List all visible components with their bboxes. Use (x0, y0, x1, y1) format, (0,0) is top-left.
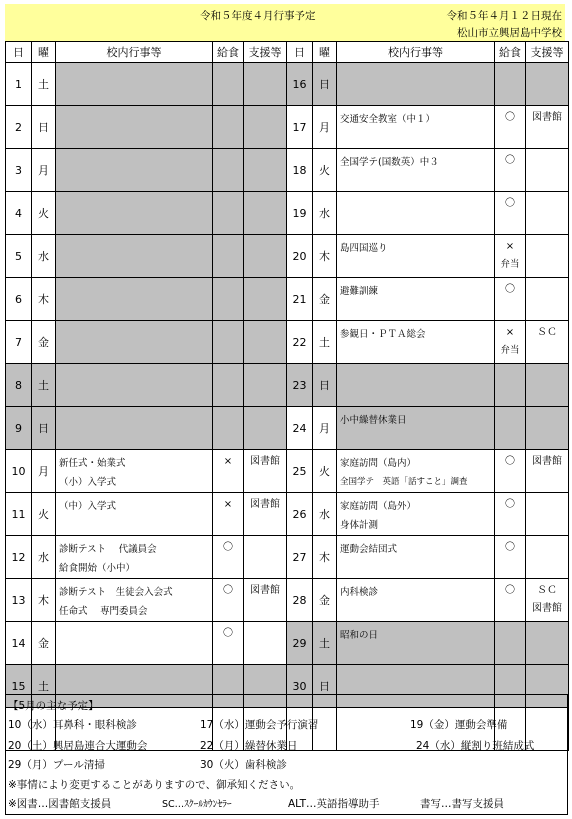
day-cell: 2 (6, 106, 32, 149)
support-cell (526, 493, 569, 536)
notes-heading: 【5月の主な予定】 (8, 700, 99, 712)
meal-cell (213, 493, 244, 536)
meal-cell (495, 364, 526, 407)
weekday-cell: 日 (313, 665, 337, 708)
weekday-cell: 水 (32, 235, 56, 278)
event-line: 給食開始（小中） (59, 563, 136, 574)
support-line: ＳＣ (537, 327, 557, 338)
support-cell (244, 450, 287, 493)
meal-cell (213, 321, 244, 364)
event-line: 参観日・ＰＴＡ総会 (340, 329, 426, 340)
calendar-row (6, 493, 569, 536)
col-day: 日 (287, 42, 313, 63)
calendar-row (6, 622, 569, 665)
events-cell (337, 192, 495, 235)
meal-cell (213, 149, 244, 192)
support-cell (244, 536, 287, 579)
support-line: 図書館 (250, 499, 280, 510)
day-cell: 3 (6, 149, 32, 192)
events-cell (56, 622, 213, 665)
support-cell (244, 622, 287, 665)
day-cell: 8 (6, 364, 32, 407)
legend-item: ALT…英語指導助手 (288, 798, 380, 810)
meal-mark: × (223, 499, 233, 510)
meal-mark: 〇 (223, 585, 233, 596)
support-cell (244, 149, 287, 192)
note-item: 29（月）プール清掃 (8, 759, 105, 771)
weekday-cell: 金 (32, 321, 56, 364)
events-cell (337, 63, 495, 106)
meal-cell (213, 192, 244, 235)
col-meal: 給食 (495, 42, 526, 63)
meal-cell (495, 450, 526, 493)
day-cell: 7 (6, 321, 32, 364)
meal-mark: × (505, 327, 515, 338)
support-cell (244, 364, 287, 407)
event-line: 全国学テ(国数英）中３ (340, 157, 439, 168)
events-cell (337, 321, 495, 364)
calendar-row (6, 63, 569, 106)
support-cell (244, 407, 287, 450)
column-header-row (6, 42, 569, 63)
events-cell (337, 450, 495, 493)
calendar-row (6, 192, 569, 235)
events-cell (56, 536, 213, 579)
weekday-cell: 土 (313, 622, 337, 665)
support-cell (526, 235, 569, 278)
day-cell: 15 (6, 665, 32, 708)
weekday-cell: 水 (313, 192, 337, 235)
support-cell (526, 579, 569, 622)
support-line: 図書館 (532, 603, 562, 614)
event-line: 家庭訪問（島外） (340, 501, 417, 512)
event-line: 避難訓練 (340, 286, 379, 297)
day-cell: 13 (6, 579, 32, 622)
weekday-cell: 月 (313, 106, 337, 149)
meal-cell (213, 364, 244, 407)
day-cell: 22 (287, 321, 313, 364)
weekday-cell: 木 (32, 278, 56, 321)
weekday-cell: 木 (313, 536, 337, 579)
day-cell: 12 (6, 536, 32, 579)
weekday-cell: 土 (32, 665, 56, 708)
day-cell: 23 (287, 364, 313, 407)
notes-disclaimer: ※事情により変更することがありますので、御承知ください。 (8, 779, 301, 791)
meal-mark: 〇 (223, 628, 233, 639)
events-cell (56, 321, 213, 364)
legend-item: SC…ｽｸｰﾙｶｳﾝｾﾗｰ (162, 799, 232, 810)
events-cell (337, 536, 495, 579)
events-cell (56, 278, 213, 321)
page-title: 令和５年度４月行事予定 (200, 10, 316, 22)
weekday-cell: 月 (313, 407, 337, 450)
meal-cell (213, 106, 244, 149)
support-cell (244, 63, 287, 106)
day-cell: 21 (287, 278, 313, 321)
meal-cell (213, 407, 244, 450)
events-cell (337, 235, 495, 278)
weekday-cell: 日 (313, 364, 337, 407)
meal-cell (495, 536, 526, 579)
event-line: 全国学テ 英語「話すこと」調査 (340, 477, 468, 487)
support-line: ＳＣ (537, 585, 557, 596)
day-cell: 24 (287, 407, 313, 450)
calendar-row (6, 278, 569, 321)
meal-cell (213, 450, 244, 493)
note-item: 30（火）歯科検診 (200, 759, 287, 771)
weekday-cell: 火 (32, 493, 56, 536)
weekday-cell: 水 (313, 493, 337, 536)
calendar-row (6, 149, 569, 192)
support-cell (526, 407, 569, 450)
support-cell (244, 235, 287, 278)
meal-cell (495, 106, 526, 149)
day-cell: 17 (287, 106, 313, 149)
support-cell (526, 278, 569, 321)
day-cell: 18 (287, 149, 313, 192)
note-item: 17（水）運動会予行演習 (200, 719, 319, 731)
events-cell (337, 407, 495, 450)
event-line: 島四国巡り (340, 243, 388, 254)
meal-cell (495, 622, 526, 665)
meal-mark: 〇 (505, 198, 515, 209)
meal-cell (213, 579, 244, 622)
events-cell (337, 278, 495, 321)
event-line: 交通安全教室（中１） (340, 114, 436, 125)
meal-cell (495, 278, 526, 321)
weekday-cell: 月 (32, 149, 56, 192)
events-cell (337, 579, 495, 622)
day-cell: 20 (287, 235, 313, 278)
as-of-date: 令和５年４月１２日現在 (446, 10, 562, 22)
events-cell (337, 493, 495, 536)
event-line: 任命式 専門委員会 (59, 606, 148, 617)
meal-cell (495, 235, 526, 278)
event-line: 家庭訪問（島内） (340, 458, 417, 469)
support-line: 図書館 (532, 112, 562, 123)
weekday-cell: 火 (313, 149, 337, 192)
calendar-row (6, 579, 569, 622)
day-cell: 9 (6, 407, 32, 450)
event-line: （中）入学式 (59, 501, 117, 512)
event-line: 診断テスト 生徒会入会式 (59, 587, 173, 598)
events-cell (56, 493, 213, 536)
weekday-cell: 火 (313, 450, 337, 493)
event-line: 新任式・始業式 (59, 458, 126, 469)
event-line: 内科検診 (340, 587, 379, 598)
meal-cell (495, 63, 526, 106)
events-cell (56, 149, 213, 192)
meal-cell (213, 63, 244, 106)
notes-box (5, 694, 568, 815)
meal-cell (213, 536, 244, 579)
col-weekday: 曜 (313, 42, 337, 63)
weekday-cell: 土 (32, 364, 56, 407)
meal-cell (213, 235, 244, 278)
weekday-cell: 木 (313, 235, 337, 278)
support-cell (526, 63, 569, 106)
weekday-cell: 水 (32, 536, 56, 579)
day-cell: 29 (287, 622, 313, 665)
events-cell (337, 106, 495, 149)
meal-cell (495, 407, 526, 450)
events-cell (56, 63, 213, 106)
meal-cell (495, 149, 526, 192)
calendar-row (6, 321, 569, 364)
events-cell (56, 192, 213, 235)
calendar-table (5, 41, 569, 751)
weekday-cell: 日 (32, 106, 56, 149)
meal-mark: 弁当 (500, 345, 520, 356)
day-cell: 30 (287, 665, 313, 708)
calendar-row (6, 106, 569, 149)
meal-mark: × (505, 241, 515, 252)
weekday-cell: 日 (32, 407, 56, 450)
events-cell (56, 579, 213, 622)
meal-cell (213, 278, 244, 321)
support-cell (526, 106, 569, 149)
weekday-cell: 金 (32, 622, 56, 665)
event-line: 診断テスト 代議員会 (59, 544, 157, 555)
col-meal: 給食 (213, 42, 244, 63)
support-cell (526, 364, 569, 407)
note-item: 19（金）運動会準備 (410, 719, 508, 731)
note-item: 10（水）耳鼻科・眼科検診 (8, 719, 137, 731)
note-item: 22（月）繰替休業日 (200, 740, 298, 752)
legend-item: 書写…書写支援員 (420, 798, 504, 810)
day-cell: 25 (287, 450, 313, 493)
col-day: 日 (6, 42, 32, 63)
support-cell (244, 106, 287, 149)
meal-mark: 〇 (505, 456, 515, 467)
day-cell: 16 (287, 63, 313, 106)
support-cell (244, 493, 287, 536)
support-cell (526, 450, 569, 493)
day-cell: 27 (287, 536, 313, 579)
support-line: 図書館 (532, 456, 562, 467)
calendar-row (6, 407, 569, 450)
events-cell (337, 149, 495, 192)
support-line: 図書館 (250, 585, 280, 596)
day-cell: 19 (287, 192, 313, 235)
events-cell (56, 450, 213, 493)
col-weekday: 曜 (32, 42, 56, 63)
weekday-cell: 土 (313, 321, 337, 364)
day-cell: 11 (6, 493, 32, 536)
day-cell: 4 (6, 192, 32, 235)
school-name: 松山市立興居島中学校 (457, 27, 562, 39)
col-support: 支援等 (526, 42, 569, 63)
meal-mark: 〇 (505, 112, 515, 123)
events-cell (337, 622, 495, 665)
note-item: 20（土）興居島連合大運動会 (8, 740, 148, 752)
col-support: 支援等 (244, 42, 287, 63)
weekday-cell: 木 (32, 579, 56, 622)
support-cell (244, 579, 287, 622)
calendar-row (6, 235, 569, 278)
meal-mark: 弁当 (500, 259, 520, 270)
support-cell (244, 278, 287, 321)
legend-item: ※図書…図書館支援員 (8, 798, 112, 810)
events-cell (337, 364, 495, 407)
event-line: 運動会結団式 (340, 544, 398, 555)
meal-cell (495, 192, 526, 235)
weekday-cell: 土 (32, 63, 56, 106)
weekday-cell: 月 (32, 450, 56, 493)
calendar-row (6, 536, 569, 579)
weekday-cell: 日 (313, 63, 337, 106)
meal-mark: 〇 (505, 155, 515, 166)
col-events: 校内行事等 (337, 42, 495, 63)
day-cell: 14 (6, 622, 32, 665)
events-cell (56, 235, 213, 278)
day-cell: 26 (287, 493, 313, 536)
meal-mark: 〇 (505, 284, 515, 295)
events-cell (56, 364, 213, 407)
support-line: 図書館 (250, 456, 280, 467)
event-line: 昭和の日 (340, 630, 379, 641)
meal-mark: × (223, 456, 233, 467)
support-cell (526, 149, 569, 192)
support-cell (244, 192, 287, 235)
support-cell (526, 622, 569, 665)
meal-mark: 〇 (223, 542, 233, 553)
note-item: 24（水）縦割り班結成式 (416, 740, 535, 752)
day-cell: 5 (6, 235, 32, 278)
day-cell: 28 (287, 579, 313, 622)
weekday-cell: 火 (32, 192, 56, 235)
meal-mark: 〇 (505, 542, 515, 553)
event-line: （小）入学式 (59, 477, 117, 488)
event-line: 小中繰替休業日 (340, 415, 407, 426)
meal-cell (495, 321, 526, 364)
col-events: 校内行事等 (56, 42, 213, 63)
weekday-cell: 金 (313, 278, 337, 321)
day-cell: 10 (6, 450, 32, 493)
support-cell (244, 321, 287, 364)
calendar-row (6, 364, 569, 407)
support-cell (526, 192, 569, 235)
meal-mark: 〇 (505, 585, 515, 596)
meal-cell (213, 622, 244, 665)
event-line: 身体計測 (340, 520, 379, 531)
meal-cell (495, 579, 526, 622)
calendar-row (6, 450, 569, 493)
events-cell (56, 106, 213, 149)
meal-mark: 〇 (505, 499, 515, 510)
meal-cell (495, 493, 526, 536)
support-cell (526, 321, 569, 364)
day-cell: 6 (6, 278, 32, 321)
support-cell (526, 536, 569, 579)
events-cell (56, 407, 213, 450)
day-cell: 1 (6, 63, 32, 106)
weekday-cell: 金 (313, 579, 337, 622)
